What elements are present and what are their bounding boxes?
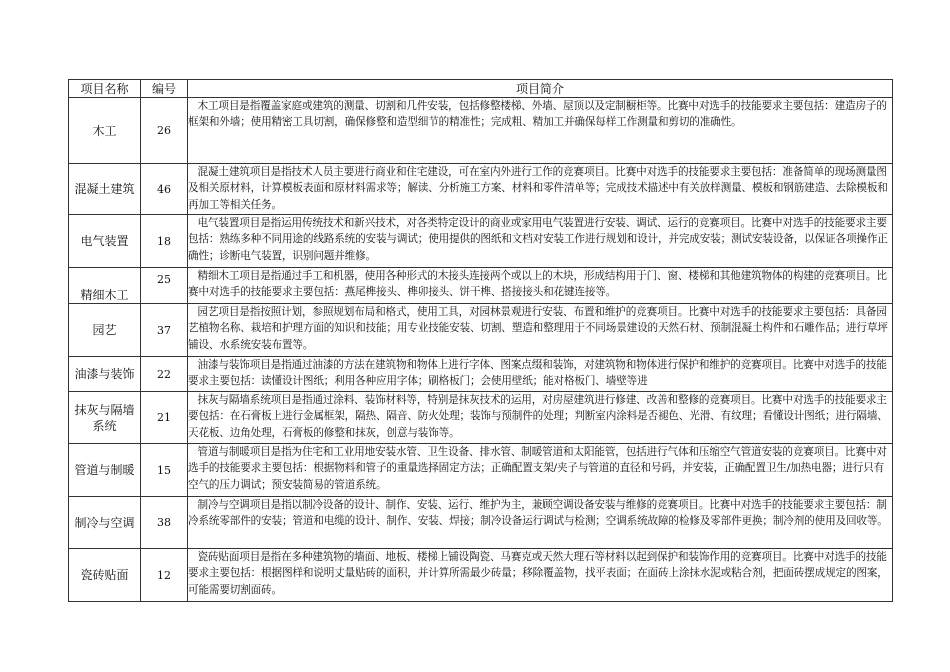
table-row [69, 497, 893, 549]
project-number: 38 [141, 497, 188, 549]
table-row [69, 549, 893, 602]
project-name: 精细木工 [69, 268, 141, 304]
project-intro: 电气装置项目是指运用传统技术和新兴技术，对各类特定设计的商业或家用电气装置进行安装、调试、运行的竞赛项目。比赛中对选手的技能要求主要包括：熟练多种不同用途的线路系统的安装与调试；使用提供的图纸和文档对安装工作进行规划和设计，并完成安装；测试安装设备，以保证各项操作正确性；诊断电气装置，识别问题并维修。 [188, 215, 893, 268]
table-row [69, 215, 893, 268]
table-row [69, 98, 893, 164]
project-number: 22 [141, 357, 188, 392]
project-intro: 抹灰与隔墙系统项目是指通过涂料、装饰材料等，特别是抹灰技术的运用，对房屋建筑进行修建、改善和整修的竞赛项目。比赛中对选手的技能要求主要包括：在石膏板上进行金属框架，隔热、隔音、防火处理；装饰与预制件的处理；判断室内涂料是否褪色、光滑、有纹理；看懂设计图纸；进行隔墙、天花板、边角处理，石膏板的修整和抹灰，创意与装饰等。 [188, 392, 893, 444]
project-name: 制冷与空调 [69, 497, 141, 549]
table-row [69, 268, 893, 304]
project-intro: 瓷砖贴面项目是指在多种建筑物的墙面、地板、楼梯上铺设陶瓷、马赛克或天然大理石等材料以起到保护和装饰作用的竞赛项目。比赛中对选手的技能要求主要包括：根据图样和说明丈量贴砖的面积，并计算所需最少砖量；移除覆盖物，找平表面；在面砖上涂抹水泥或粘合剂，把面砖摆成规定的图案，可能需要切割面砖。 [188, 549, 893, 602]
table-header-row [69, 80, 893, 98]
project-name: 管道与制暖 [69, 444, 141, 497]
project-name: 油漆与装饰 [69, 357, 141, 392]
project-name: 木工 [69, 98, 141, 164]
project-intro: 混凝土建筑项目是指技术人员主要进行商业和住宅建设，可在室内外进行工作的竞赛项目。比赛中对选手的技能要求主要包括：准备简单的现场测量图及相关原材料，计算模板表面和原材料需求等；解读、分析施工方案、材料和零件清单等；完成技术描述中有关放样测量、模板和钢筋建造、去除模板和再加工等相关任务。 [188, 164, 893, 215]
project-name: 混凝土建筑 [69, 164, 141, 215]
project-number: 26 [141, 98, 188, 164]
project-name: 电气装置 [69, 215, 141, 268]
project-intro: 管道与制暖项目是指为住宅和工业用地安装水管、卫生设备、排水管、制暖管道和太阳能管，包括进行气体和压缩空气管道安装的竞赛项目。比赛中对选手的技能要求主要包括：根据物料和管子的重量选择固定方法；正确配置支架/夹子与管道的直径和号码，并安装，正确配置卫生/加热电器；进行只有空气的压力调试；预安装简易的管道系统。 [188, 444, 893, 497]
table-row [69, 357, 893, 392]
table-row [69, 304, 893, 357]
project-intro: 油漆与装饰项目是指通过油漆的方法在建筑物和物体上进行字体、图案点缀和装饰，对建筑物和物体进行保护和维护的竞赛项目。比赛中对选手的技能要求主要包括：读懂设计图纸；利用各种应用字体；刷格板门；会使用壁纸；能对格板门、墙壁等进 [188, 357, 893, 392]
header-number: 编号 [141, 80, 188, 98]
header-project-name: 项目名称 [69, 80, 141, 98]
project-number: 12 [141, 549, 188, 602]
table-row [69, 444, 893, 497]
project-intro: 制冷与空调项目是指以制冷设备的设计、制作、安装、运行、维护为主，兼顾空调设备安装与维修的竞赛项目。比赛中对选手的技能要求主要包括：制冷系统零部件的安装；管道和电缆的设计、制作、安装、焊接；制冷设备运行调试与检测；空调系统故障的检修及零部件更换；制冷剂的使用及回收等。 [188, 497, 893, 549]
project-intro: 木工项目是指覆盖家庭或建筑的测量、切割和几件安装，包括修整楼梯、外墙、屋顶以及定制橱柜等。比赛中对选手的技能要求主要包括：建造房子的框架和外墙；使用精密工具切割，确保修整和造型细节的精准性；完成粗、精加工并确保每样工作测量和剪切的准确性。 [188, 98, 893, 164]
project-intro: 精细木工项目是指通过手工和机器，使用各种形式的木接头连接两个或以上的木块，形成结构用于门、窗、楼梯和其他建筑物体的构建的竞赛项目。比赛中对选手的技能要求主要包括：燕尾榫接头、榫卯接头、饼干榫、搭接接头和花键连接等。 [188, 268, 893, 304]
project-number: 25 [141, 268, 188, 304]
project-table [68, 79, 893, 602]
project-name: 园艺 [69, 304, 141, 357]
project-number: 21 [141, 392, 188, 444]
project-number: 37 [141, 304, 188, 357]
table-row [69, 164, 893, 215]
header-project-intro: 项目简介 [188, 80, 893, 98]
project-intro: 园艺项目是指按照计划，参照规划布局和格式，使用工具，对园林景观进行安装、布置和维护的竞赛项目。比赛中对选手的技能要求主要包括：具备园艺植物名称、栽培和护理方面的知识和技能；用专业技能安装、切割、塑造和整理用于不同场景建设的天然石材、预制混凝土构件和石雕作品；进行草坪铺设、水系统安装布置等。 [188, 304, 893, 357]
project-number: 15 [141, 444, 188, 497]
table-row [69, 392, 893, 444]
project-number: 46 [141, 164, 188, 215]
project-number: 18 [141, 215, 188, 268]
project-name: 抹灰与隔墙系统 [69, 392, 141, 444]
project-name: 瓷砖贴面 [69, 549, 141, 602]
